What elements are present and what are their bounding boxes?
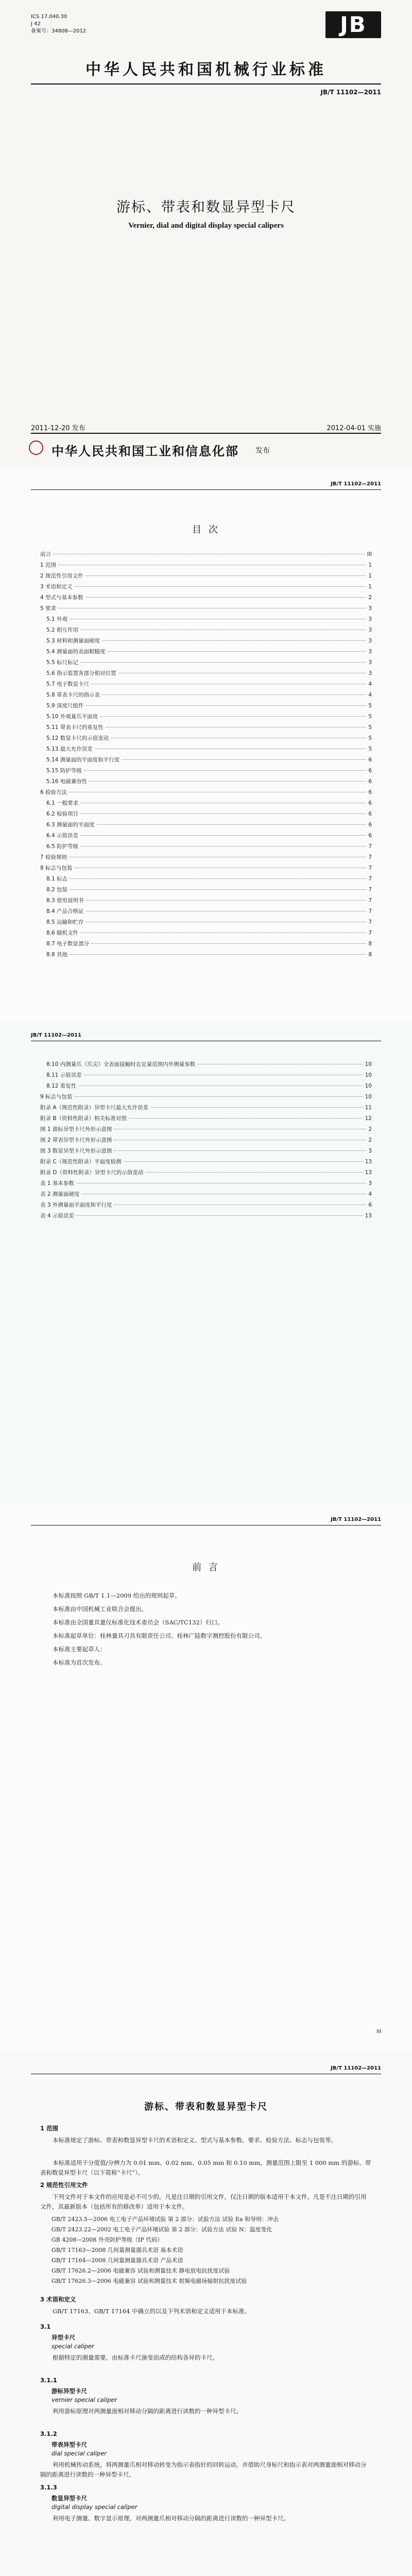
toc-entry-title: 8.10 内测量爪（爪尖）全表面接触时在定量范围内外测量参数 (46, 1061, 196, 1067)
toc-entry-title: 5.10 外观量爪平面度 (46, 714, 98, 720)
toc-entry-title: 图 1 游标异型卡尺外形示意图 (40, 1126, 112, 1132)
divider (31, 83, 381, 84)
toc-entry-title: 表 3 外测量面平面度和平行度 (40, 1202, 112, 1208)
toc-entry-title: 5.13 最大允许误差 (46, 746, 93, 752)
normative-reference: GB/T 17626.3—2006 电磁兼容 试验和测量技术 射频电磁场辐射抗扰度试验 (52, 2278, 247, 2284)
toc-entry-page: 13 (365, 1213, 372, 1219)
toc-entry-title: 2 规范性引用文件 (40, 573, 83, 579)
toc-entry-page: 8 (368, 952, 372, 958)
toc-leader-dots (70, 954, 366, 955)
toc-entry-title: 5.5 标尺标记 (46, 659, 79, 666)
standard-title: 中华人民共和国机械行业标准 (85, 61, 327, 79)
toc-entry-title: 8.8 其他 (46, 952, 68, 958)
toc-entry-title: 5.14 测量面的平面度和平行度 (46, 757, 120, 763)
toc-entry-page: 5 (368, 703, 372, 709)
normative-reference: GB/T 17626.2—2006 电磁兼容 试验和测量技术 静电放电抗扰度试验 (52, 2267, 230, 2274)
normative-reference: GB 4208—2008 外壳防护等级（IP 代码） (52, 2236, 163, 2243)
toc-entry-title: 5 要求 (40, 605, 57, 612)
toc-entry[interactable] (40, 680, 372, 691)
toc-entry-page: 3 (368, 627, 372, 633)
toc-entry-title: 5.12 数显卡尺的示值变动 (46, 735, 109, 741)
toc-entry-title: 5.2 相互作用 (46, 627, 79, 633)
toc-leader-dots (80, 662, 366, 663)
toc-entry[interactable] (40, 1179, 372, 1190)
toc-entry[interactable] (40, 723, 372, 734)
toc-entry-page: 2 (368, 1126, 372, 1132)
toc-entry-title: 表 4 示值误差 (40, 1213, 74, 1219)
toc-entry[interactable] (40, 550, 372, 561)
toc-entry-title: 前言 (40, 551, 51, 557)
term-name-en: special caliper (52, 2343, 94, 2350)
toc-entry-page: 8 (368, 941, 372, 947)
issue-date: 2011-12-20 发布 (31, 425, 85, 432)
ics-code: ICS 17.040.30 (31, 14, 67, 20)
toc-entry-page: 10 (365, 1061, 372, 1067)
toc-entry[interactable] (40, 1082, 372, 1093)
term-definition: 根据特定的测量需要，由标准卡尺演变而成的结构各异的卡尺。 (53, 2354, 218, 2361)
toc-entry-title: 4 型式与基本参数 (40, 595, 83, 601)
toc-entry[interactable] (40, 1136, 372, 1147)
toc-leader-dots (84, 770, 367, 771)
toc-entry-page: 10 (365, 1072, 372, 1078)
toc-entry-title: 6.2 检验项目 (46, 811, 79, 817)
term-name: 数显异型卡尺 (52, 2495, 87, 2502)
toc-entry-title: 8.7 电子数显部分 (46, 941, 90, 947)
toc-entry[interactable] (40, 713, 372, 723)
toc-leader-dots (102, 640, 366, 641)
toc-entry-title: 附录 B（资料性附录）相关标准对照 (40, 1115, 127, 1122)
toc-entry-title: 3 术语和定义 (40, 584, 73, 590)
toc-entry[interactable] (40, 1147, 372, 1158)
toc-entry-title: 表 2 测量面硬度 (40, 1191, 80, 1197)
toc-entry-page: III (367, 551, 372, 557)
toc-entry-title: 7 检验规则 (40, 854, 67, 860)
toc-entry[interactable] (40, 615, 372, 626)
issuer-name: 中华人民共和国工业和信息化部 (52, 444, 239, 459)
toc-leader-dots (97, 824, 367, 825)
toc-entry-page: 7 (368, 887, 372, 893)
toc-leader-dots (70, 878, 366, 879)
toc-entry-page: 5 (368, 714, 372, 720)
toc-entry[interactable] (40, 821, 372, 832)
toc-heading: 目 次 (192, 524, 220, 535)
toc-entry[interactable] (40, 594, 372, 604)
toc-entry[interactable] (40, 1093, 372, 1104)
toc-entry-title: 表 1 基本参数 (40, 1180, 74, 1187)
toc-leader-dots (100, 716, 366, 717)
term-number: 3.1.3 (40, 2484, 57, 2491)
toc-entry-page: 6 (368, 768, 372, 774)
toc-entry[interactable] (40, 832, 372, 842)
term-name-en: digital display special caliper (52, 2503, 138, 2511)
toc-entry-title: 8.11 示值误差 (46, 1072, 82, 1078)
cover-page (0, 0, 412, 468)
toc-entry-title: 5.11 带表卡尺的重复性 (46, 724, 104, 731)
toc-leader-dots (85, 575, 367, 576)
toc-entry-page: 6 (368, 800, 372, 806)
toc-entry-page: 2 (368, 595, 372, 601)
toc-entry[interactable] (40, 669, 372, 680)
toc-entry[interactable] (40, 886, 372, 896)
toc-entry-page: 3 (368, 605, 372, 612)
toc-leader-dots (75, 1096, 363, 1097)
page-header-code: JB/T 11102—2011 (31, 1032, 81, 1038)
toc-entry-page: 11 (365, 1105, 372, 1111)
toc-entry-page: 7 (368, 919, 372, 925)
divider (31, 433, 381, 434)
toc-entry-page: 5 (368, 746, 372, 752)
toc-entry-page: 5 (368, 724, 372, 731)
toc-entry-page: 3 (368, 1148, 372, 1154)
toc-entry-page: 4 (368, 681, 372, 687)
page-number: III (376, 2029, 381, 2035)
term-definition: 利用游标原理对两测量面相对移动分隔的距离进行读数的一种异型卡尺。 (53, 2408, 242, 2415)
toc-entry-page: 6 (368, 1202, 372, 1208)
normative-reference: GB/T 17164—2008 几何量测量器具术语 产品术语 (52, 2257, 183, 2264)
section-heading: 3 术语和定义 (40, 2296, 76, 2303)
toc-entry[interactable] (40, 918, 372, 929)
toc-leader-dots (86, 705, 367, 706)
toc-entry-title: 附录 C（规范性附录）平面度检测 (40, 1159, 122, 1165)
toc-leader-dots (150, 1107, 363, 1108)
toc-entry[interactable] (40, 691, 372, 702)
toc-entry[interactable] (40, 810, 372, 821)
toc-entry-page: 7 (368, 908, 372, 914)
toc-entry-title: 5.7 电子数显卡尺 (46, 681, 90, 687)
term-definition: 利用机械传动系统，将两测量爪相对移动转变为指示表指针的回转运动，并借助尺身标尺和指示表对两测量面相对移动分隔的距离进行读数的一种异型卡尺。 (40, 2461, 367, 2478)
toc-entry-page: 6 (368, 778, 372, 785)
toc-leader-dots (91, 943, 366, 944)
toc-entry[interactable] (40, 853, 372, 864)
section-heading: 1 范围 (40, 2125, 59, 2132)
normative-reference: GB/T 2423.5—2006 电工电子产品环境试验 第 2 部分：试验方法 试验 Ea 和导则：冲击 (52, 2216, 279, 2223)
term-number: 3.1.2 (40, 2430, 57, 2437)
toc-entry-page: 3 (368, 659, 372, 666)
toc-entry-title: 6.1 一般要求 (46, 800, 79, 806)
preface-paragraph: 本标准由中国机械工业联合会提出。 (53, 1605, 147, 1613)
toc-entry[interactable] (40, 1114, 372, 1125)
term-name: 带表异型卡尺 (52, 2441, 87, 2448)
toc-entry-title: 9 标志与包装 (40, 1094, 73, 1100)
toc-entry[interactable] (40, 637, 372, 648)
term-definition: 利用电子测量、数字显示原理，对两测量爪相对移动分隔的距离进行读数的一种异型卡尺。 (53, 2515, 289, 2522)
preface-paragraph: 本标准主要起草人： (53, 1646, 106, 1653)
toc-entry[interactable] (40, 561, 372, 572)
toc-entry[interactable] (40, 648, 372, 658)
implementation-date: 2012-04-01 实施 (327, 425, 381, 432)
toc-entry-page: 3 (368, 638, 372, 644)
toc-entry[interactable] (40, 1071, 372, 1082)
section-heading: 2 规范性引用文件 (40, 2181, 88, 2189)
toc-entry-title: 图 3 数显异型卡尺外形示意图 (40, 1148, 112, 1154)
toc-entry[interactable] (40, 842, 372, 853)
toc-leader-dots (80, 835, 366, 836)
toc-entry[interactable] (40, 572, 372, 583)
toc-entry-title: 8.3 使用说明书 (46, 897, 84, 904)
toc-entry-title: 8.6 随机文件 (46, 930, 79, 936)
toc-entry[interactable] (40, 1125, 372, 1136)
header-rule (31, 489, 381, 490)
toc-entry-page: 7 (368, 843, 372, 850)
term-name: 异型卡尺 (52, 2334, 75, 2341)
toc-entry[interactable] (40, 864, 372, 875)
section-paragraph: 下列文件对于本文件的应用是必不可少的。凡是注日期的引用文件，仅注日期的版本适用于本文件。凡是不注日期的引用文件，其最新版本（包括所有的修改单）适用于本文件。 (40, 2193, 367, 2210)
term-name-en: vernier special caliper (52, 2396, 117, 2403)
section-paragraph: 本标准适用于分度值/分辨力为 0.01 mm、0.02 mm、0.05 mm 和 0.10 mm，测量范围上限至 1 000 mm 的游标、带表和数显异型卡尺（以下简称“卡尺”）。 (40, 2159, 371, 2176)
toc-entry-title: 8.5 运输和贮存 (46, 919, 84, 925)
toc-entry[interactable] (40, 734, 372, 745)
preface-heading: 前 言 (192, 1562, 220, 1573)
toc-entry[interactable] (40, 702, 372, 713)
toc-entry-title: 8 标志与包装 (40, 865, 73, 871)
toc-entry-page: 13 (365, 1159, 372, 1165)
toc-entry[interactable] (40, 583, 372, 594)
issuer-suffix: 发布 (255, 447, 270, 455)
toc-entry[interactable] (40, 1212, 372, 1223)
toc-entry[interactable] (40, 1190, 372, 1201)
toc-entry-page: 4 (368, 692, 372, 698)
toc-entry[interactable] (40, 767, 372, 777)
toc-continued-page (0, 1019, 412, 1503)
toc-entry-title: 6.4 示值误差 (46, 833, 79, 839)
toc-entry-page: 5 (368, 735, 372, 741)
toc-leader-dots (108, 651, 367, 652)
toc-entry-page: 6 (368, 822, 372, 828)
toc-entry-page: 10 (365, 1094, 372, 1100)
toc-entry-page: 7 (368, 854, 372, 860)
normative-reference: GB/T 2423.22—2002 电工电子产品环境试验 第 2 部分：试验方法 试验 N：温度变化 (52, 2226, 272, 2233)
toc-list (40, 550, 372, 961)
toc-entry-page: 6 (368, 789, 372, 795)
body-title: 游标、带表和数显异型卡尺 (144, 2102, 268, 2112)
toc-list (40, 1060, 372, 1223)
toc-entry-page: 13 (365, 1170, 372, 1176)
toc-entry-title: 6 检验方法 (40, 789, 67, 795)
toc-entry-page: 1 (368, 573, 372, 579)
toc-entry-title: 1 范围 (40, 562, 57, 568)
toc-entry[interactable] (40, 626, 372, 637)
toc-leader-dots (102, 694, 366, 695)
toc-entry-title: 5.9 深度尺组件 (46, 703, 84, 709)
toc-leader-dots (70, 889, 366, 890)
page-header-code: JB/T 11102—2011 (331, 481, 381, 487)
toc-entry-title: 6.3 测量面的平面度 (46, 822, 95, 828)
toc-entry[interactable] (40, 658, 372, 669)
toc-leader-dots (114, 1150, 366, 1151)
section-paragraph: GB/T 17163、GB/T 17164 中确立的以及下列术语和定义适用于本标准。 (53, 2308, 250, 2315)
toc-entry-page: 3 (368, 616, 372, 622)
toc-entry-title: 6.5 防护等级 (46, 843, 79, 850)
section-paragraph: 本标准规定了游标、带表和数显异型卡尺的术语和定义、型式与基本参数、要求、检验方法、标志与包装等。 (53, 2137, 337, 2144)
toc-entry-page: 7 (368, 897, 372, 904)
term-name-en: dial special caliper (52, 2450, 107, 2457)
toc-leader-dots (124, 1161, 363, 1162)
header-rule (31, 1525, 381, 1526)
toc-entry[interactable] (40, 951, 372, 961)
standard-code: JB/T 11102—2011 (320, 89, 381, 96)
document-title: 游标、带表和数显异型卡尺 (116, 199, 296, 215)
toc-entry[interactable] (40, 1158, 372, 1168)
toc-entry-title: 附录 A（规范性附录）异型卡尺最大允许误差 (40, 1105, 149, 1111)
toc-entry-title: 8.4 产品合格证 (46, 908, 84, 914)
toc-leader-dots (85, 597, 367, 598)
toc-entry[interactable] (40, 929, 372, 940)
issuer-seal-icon (29, 440, 43, 455)
toc-entry[interactable] (40, 875, 372, 886)
term-number: 3.1.1 (40, 2377, 57, 2384)
toc-leader-dots (122, 759, 366, 760)
toc-entry[interactable] (40, 604, 372, 615)
toc-entry[interactable] (40, 1168, 372, 1179)
page-header-code: JB/T 11102—2011 (331, 1517, 381, 1522)
jb-logo: JB (325, 11, 381, 38)
toc-entry-title: 5.8 带表卡尺的指示表 (46, 692, 100, 698)
preface-paragraph: 本标准按照 GB/T 1.1—2009 给出的规则起草。 (53, 1592, 181, 1599)
preface-page (0, 1503, 412, 2052)
toc-entry[interactable] (40, 745, 372, 756)
toc-entry-title: 5.16 电磁兼容性 (46, 778, 88, 785)
toc-page (0, 468, 412, 1019)
term-name: 游标异型卡尺 (52, 2387, 87, 2395)
toc-entry-page: 4 (368, 1191, 372, 1197)
term-number: 3.1 (40, 2323, 51, 2330)
toc-entry[interactable] (40, 788, 372, 799)
toc-entry-page: 10 (365, 1083, 372, 1089)
toc-entry[interactable] (40, 1060, 372, 1071)
toc-entry-page: 1 (368, 562, 372, 568)
toc-entry-page: 3 (368, 670, 372, 676)
toc-entry-page: 3 (368, 1180, 372, 1187)
toc-entry[interactable] (40, 799, 372, 810)
toc-entry[interactable] (40, 896, 372, 907)
body-page (0, 2052, 412, 2576)
toc-entry-title: 5.3 材料和测量面硬度 (46, 638, 100, 644)
preface-paragraph: 本标准起草单位：桂林量具刃具有限责任公司、桂林广陆数字测控股份有限公司。 (53, 1632, 266, 1639)
toc-entry[interactable] (40, 940, 372, 951)
toc-entry-title: 5.4 测量面的表面粗糙度 (46, 649, 106, 655)
toc-entry-title: 5.15 防护等级 (46, 768, 82, 774)
toc-entry-page: 6 (368, 833, 372, 839)
toc-entry-title: 5.1 外观 (46, 616, 68, 622)
toc-entry[interactable] (40, 907, 372, 918)
toc-entry-title: 8.2 包装 (46, 887, 68, 893)
toc-leader-dots (86, 900, 367, 901)
toc-entry[interactable] (40, 1201, 372, 1212)
toc-leader-dots (145, 1172, 363, 1173)
document-title-en: Vernier, dial and digital display special calipers (128, 222, 284, 230)
toc-entry-page: 12 (365, 1115, 372, 1122)
toc-leader-dots (76, 1215, 363, 1216)
toc-entry-title: 8.12 重复性 (46, 1083, 77, 1089)
record-number: 备案号：34808—2012 (31, 28, 87, 34)
toc-entry-page: 1 (368, 584, 372, 590)
preface-paragraph: 本标准由全国量具量仪标准化技术委员会（SAC/TC132）归口。 (53, 1619, 224, 1626)
toc-leader-dots (89, 781, 366, 782)
toc-leader-dots (75, 586, 367, 587)
ccs-code: J 42 (31, 21, 41, 27)
toc-entry-page: 6 (368, 757, 372, 763)
toc-entry-title: 5.6 指示装置各部分相对位置 (46, 670, 116, 676)
toc-entry-page: 3 (368, 649, 372, 655)
toc-entry[interactable] (40, 777, 372, 788)
toc-entry-title: 图 2 带表异型卡尺外形示意图 (40, 1137, 112, 1143)
toc-entry-title: 8.1 标志 (46, 876, 68, 882)
normative-reference: GB/T 17163—2008 几何量测量器具术语 基本术语 (52, 2247, 183, 2253)
toc-entry-page: 7 (368, 865, 372, 871)
preface-paragraph: 本标准为首次发布。 (53, 1659, 106, 1666)
toc-entry-page: 7 (368, 930, 372, 936)
toc-entry-title: 附录 D（资料性附录）异型卡尺的示值变动 (40, 1170, 144, 1176)
page-header-code: JB/T 11102—2011 (331, 2065, 381, 2071)
toc-entry-page: 2 (368, 1137, 372, 1143)
toc-entry[interactable] (40, 756, 372, 767)
toc-entry-page: 7 (368, 876, 372, 882)
toc-entry[interactable] (40, 1104, 372, 1114)
toc-entry-page: 6 (368, 811, 372, 817)
